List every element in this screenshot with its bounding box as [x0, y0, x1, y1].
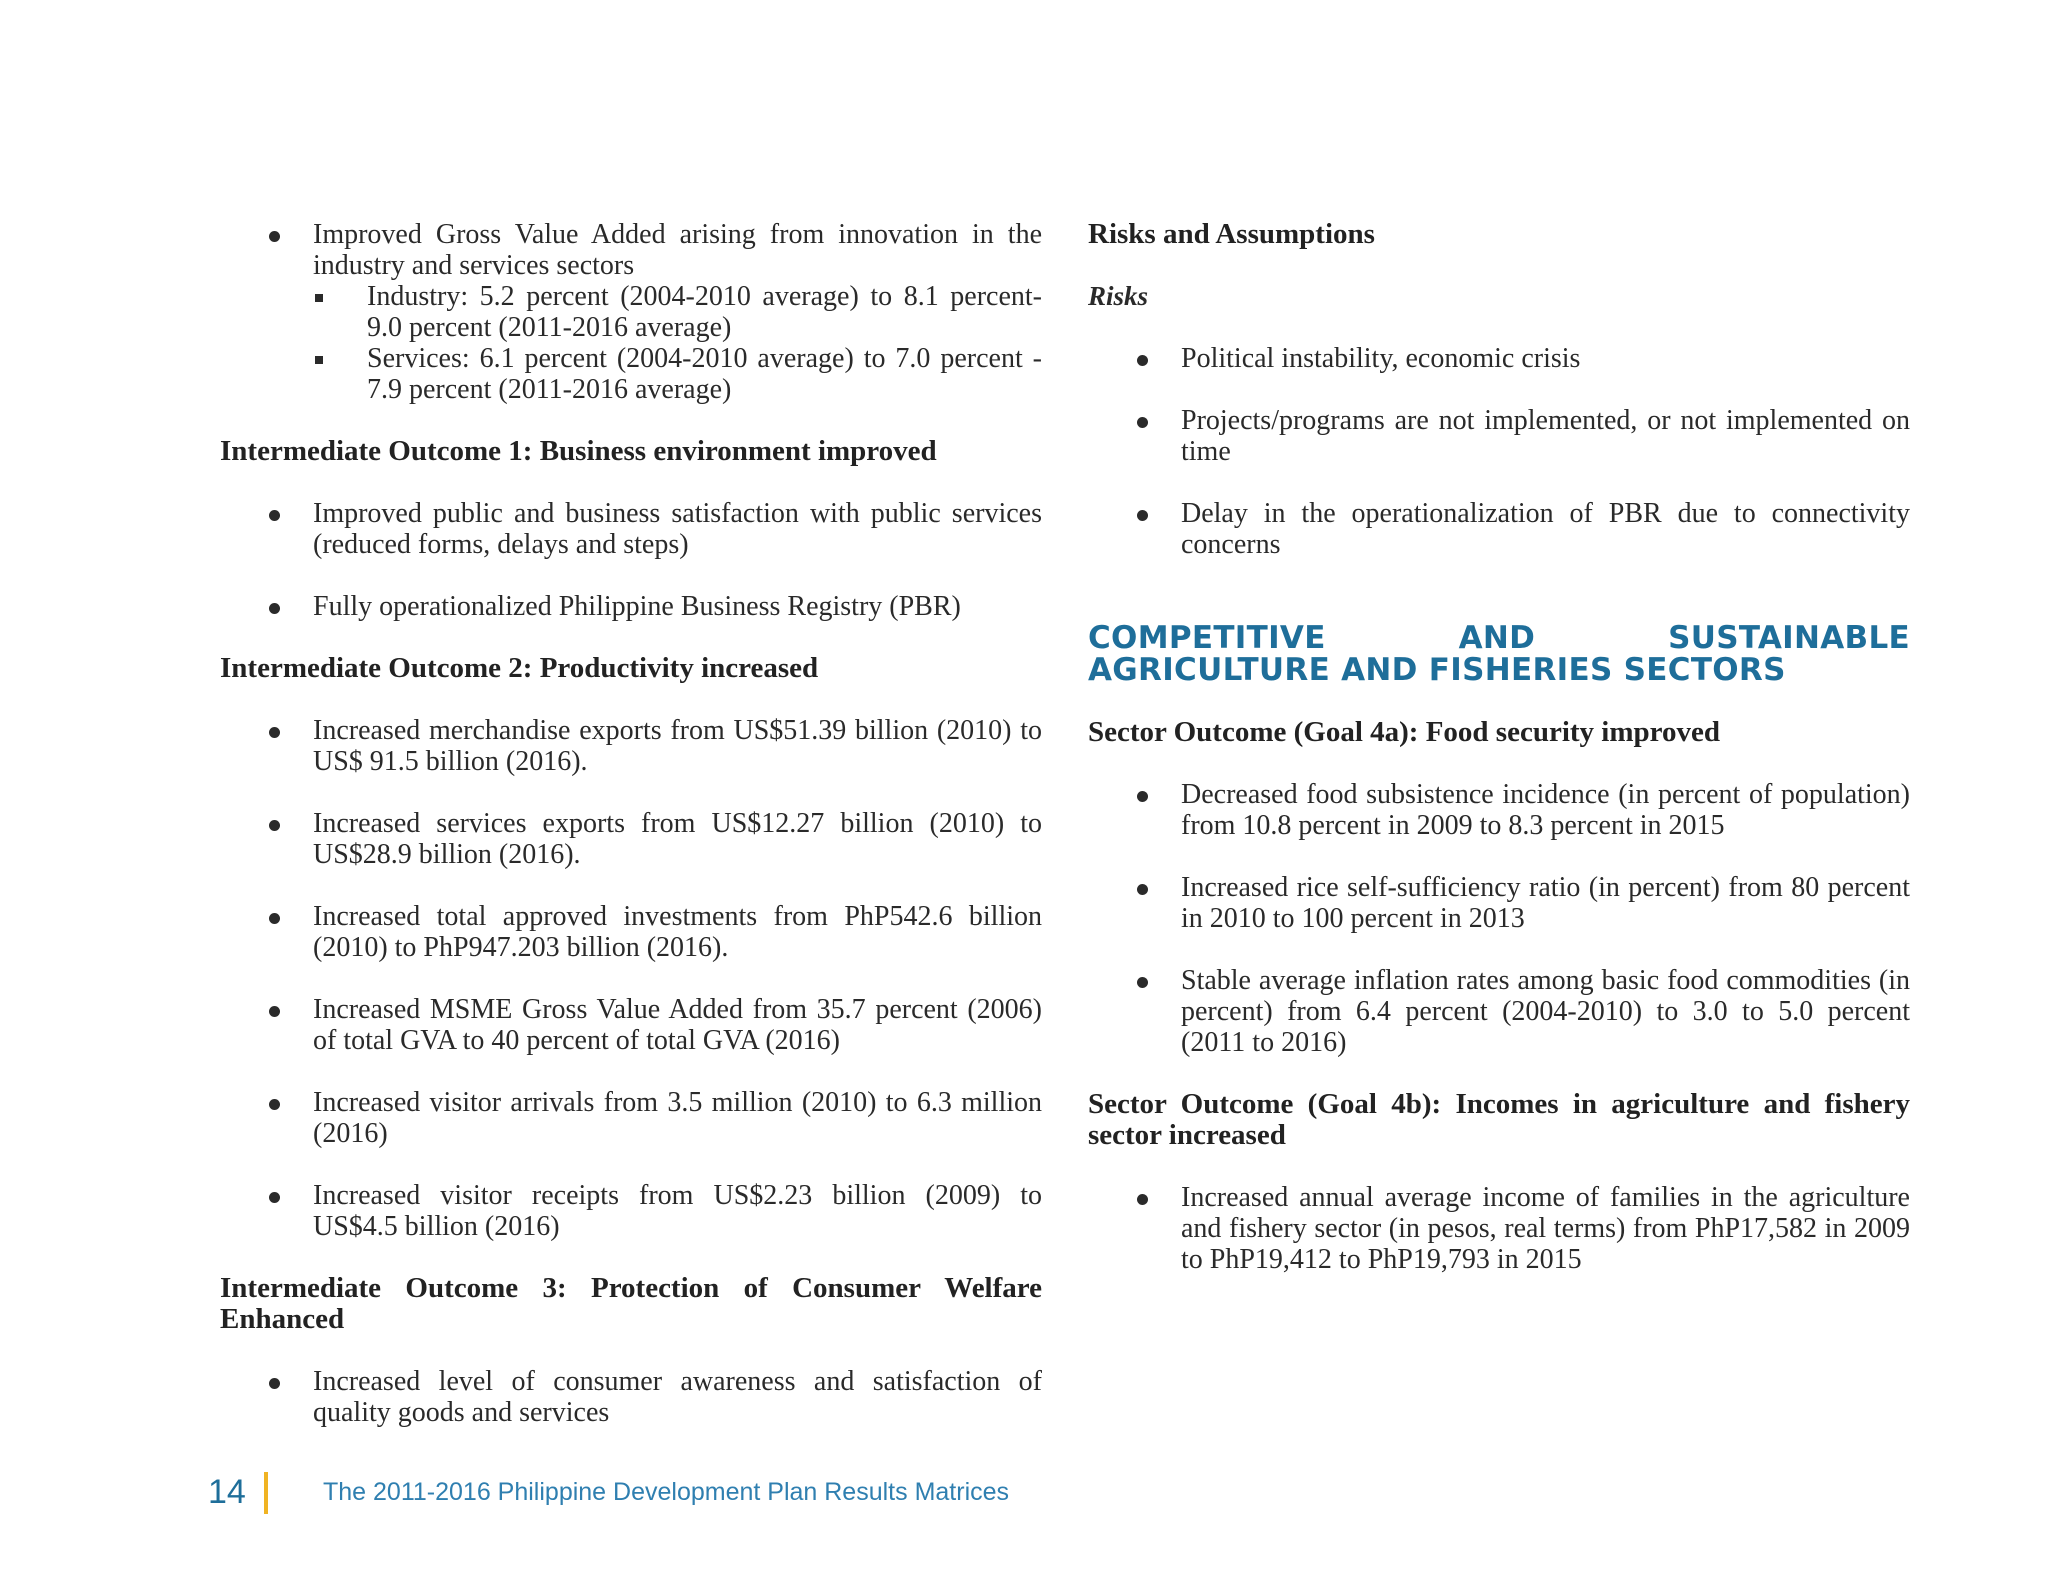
- intermediate-outcome-2-heading: Intermediate Outcome 2: Productivity increased: [220, 652, 819, 684]
- bullet-item: [1088, 779, 1910, 841]
- bullet-item: [220, 715, 1042, 777]
- bullet-text: Increased level of consumer awareness and satisfaction of quality goods and services: [313, 1366, 1042, 1428]
- bullet-dot-icon: [269, 603, 280, 614]
- bullet-dot-icon: [1137, 977, 1148, 988]
- bullet-text: Fully operationalized Philippine Business Registry (PBR): [313, 591, 961, 622]
- bullet-item: [220, 1087, 1042, 1149]
- sub-bullet-text: Services: 6.1 percent (2004-2010 average) to 7.0 percent - 7.9 percent (2011-2016 average): [367, 343, 1042, 405]
- bullet-dot-icon: [269, 727, 280, 738]
- bullet-item: [220, 808, 1042, 870]
- bullet-item: [220, 901, 1042, 963]
- bullet-item: [1088, 343, 1910, 374]
- bullet-item: [1088, 1182, 1910, 1275]
- sub-bullet-item: [220, 343, 1042, 405]
- bullet-text: Increased merchandise exports from US$51.39 billion (2010) to US$ 91.5 billion (2016).: [313, 715, 1042, 777]
- bullet-dot-icon: [269, 510, 280, 521]
- right-column: [1088, 219, 1910, 1306]
- bullet-text: Projects/programs are not implemented, or not implemented on time: [1181, 405, 1910, 467]
- bullet-text: Decreased food subsistence incidence (in percent of population) from 10.8 percent in 2009 to 8.3 percent in 2015: [1181, 779, 1910, 841]
- bullet-item: [1088, 965, 1910, 1058]
- bullet-item: [220, 1180, 1042, 1242]
- bullet-text: Increased MSME Gross Value Added from 35.7 percent (2006) of total GVA to 40 percent of total GVA (2016): [313, 994, 1042, 1056]
- intermediate-outcome-3-heading: Intermediate Outcome 3: Protection of Consumer Welfare Enhanced: [220, 1272, 1042, 1335]
- bullet-item: [220, 498, 1042, 560]
- square-bullet-icon: [315, 294, 323, 302]
- sector-outcome-4a-heading: Sector Outcome (Goal 4a): Food security improved: [1088, 716, 1720, 748]
- sector-outcome-4b-heading: Sector Outcome (Goal 4b): Incomes in agriculture and fishery sector increased: [1088, 1088, 1910, 1151]
- section-title: COMPETITIVE AND SUSTAINABLE AGRICULTURE AND FISHERIES SECTORS: [1088, 620, 1910, 688]
- bullet-dot-icon: [269, 1192, 280, 1203]
- bullet-dot-icon: [269, 1099, 280, 1110]
- bullet-dot-icon: [1137, 1194, 1148, 1205]
- risks-assumptions-heading: Risks and Assumptions: [1088, 218, 1375, 250]
- bullet-dot-icon: [1137, 417, 1148, 428]
- bullet-text: Increased visitor arrivals from 3.5 million (2010) to 6.3 million (2016): [313, 1087, 1042, 1149]
- bullet-item: [220, 994, 1042, 1056]
- bullet-text: Increased rice self-sufficiency ratio (in percent) from 80 percent in 2010 to 100 percent in 2013: [1181, 872, 1910, 934]
- bullet-dot-icon: [1137, 884, 1148, 895]
- risks-subheading: Risks: [1088, 281, 1149, 311]
- bullet-text: Political instability, economic crisis: [1181, 343, 1581, 374]
- bullet-dot-icon: [269, 913, 280, 924]
- square-bullet-icon: [315, 356, 323, 364]
- left-column: [220, 219, 1042, 1459]
- footer-divider: [264, 1472, 268, 1514]
- bullet-dot-icon: [269, 1006, 280, 1017]
- bullet-text: Increased services exports from US$12.27 billion (2010) to US$28.9 billion (2016).: [313, 808, 1042, 870]
- bullet-dot-icon: [269, 1378, 280, 1389]
- bullet-item: [220, 1366, 1042, 1428]
- bullet-dot-icon: [1137, 510, 1148, 521]
- sub-bullet-item: [220, 281, 1042, 343]
- bullet-item: [1088, 405, 1910, 467]
- intermediate-outcome-1-heading: Intermediate Outcome 1: Business environment improved: [220, 435, 937, 467]
- bullet-text: Increased visitor receipts from US$2.23 billion (2009) to US$4.5 billion (2016): [313, 1180, 1042, 1242]
- bullet-dot-icon: [1137, 355, 1148, 366]
- footer-title: The 2011-2016 Philippine Development Plan Results Matrices: [323, 1478, 1010, 1506]
- bullet-text: Stable average inflation rates among basic food commodities (in percent) from 6.4 percent (2004-2010) to 3.0 to 5.0 percent (2011 to 2016): [1181, 965, 1910, 1058]
- bullet-text: Increased annual average income of families in the agriculture and fishery sector (in pesos, real terms) from PhP17,582 in 2009 to PhP19,412 to PhP19,793 in 2015: [1181, 1182, 1910, 1275]
- bullet-item: [220, 219, 1042, 281]
- bullet-item: [220, 591, 1042, 622]
- bullet-text: Delay in the operationalization of PBR due to connectivity concerns: [1181, 498, 1910, 560]
- bullet-item: [1088, 872, 1910, 934]
- bullet-text: Improved Gross Value Added arising from innovation in the industry and services sectors: [313, 219, 1042, 281]
- sub-bullet-text: Industry: 5.2 percent (2004-2010 average) to 8.1 percent-9.0 percent (2011-2016 average): [367, 281, 1042, 343]
- bullet-text: Increased total approved investments from PhP542.6 billion (2010) to PhP947.203 billion (2016).: [313, 901, 1042, 963]
- page-number: 14: [208, 1473, 246, 1511]
- bullet-dot-icon: [1137, 791, 1148, 802]
- bullet-item: [1088, 498, 1910, 560]
- bullet-dot-icon: [269, 231, 280, 242]
- bullet-text: Improved public and business satisfaction with public services (reduced forms, delays and steps): [313, 498, 1042, 560]
- bullet-dot-icon: [269, 820, 280, 831]
